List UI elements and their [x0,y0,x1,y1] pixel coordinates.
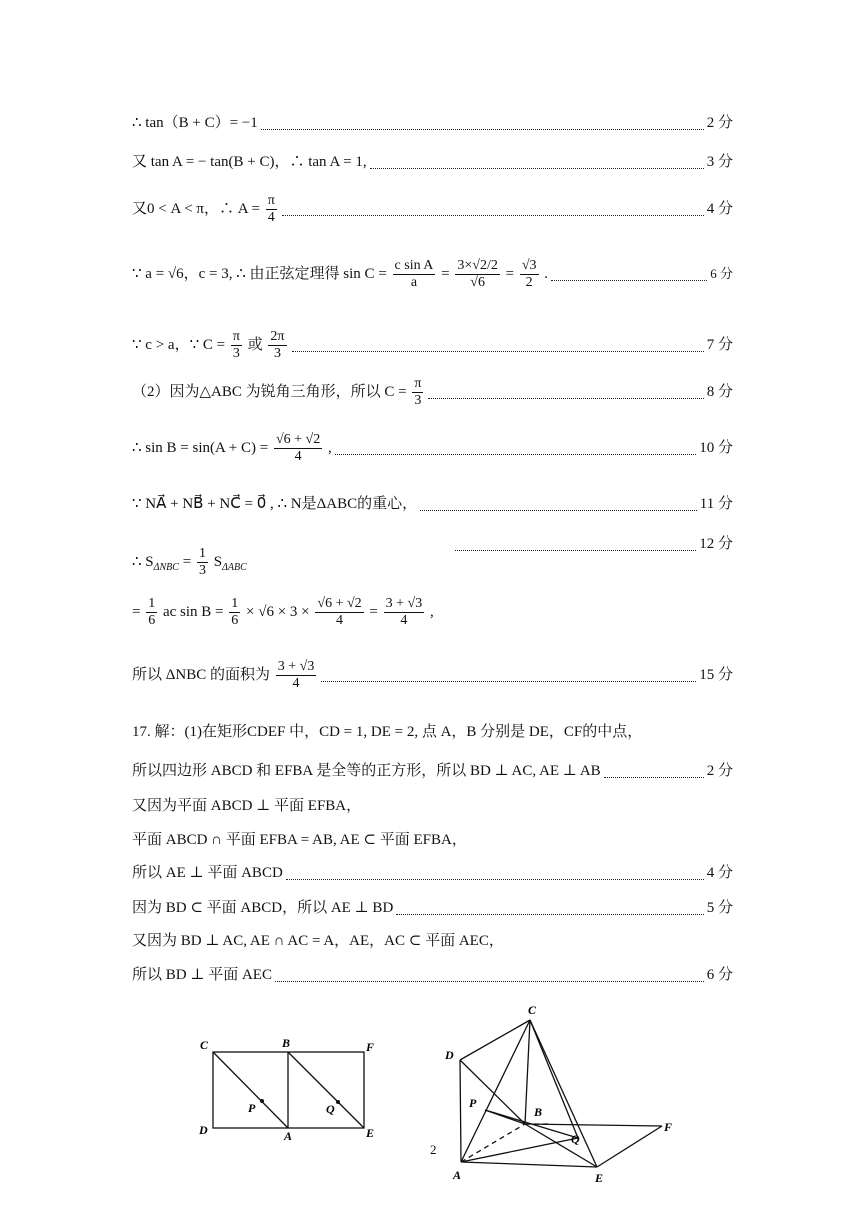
expr-pre: ∵ c > a，∵ C = [132,336,226,353]
solution-line-3 [132,192,733,226]
score-label: 8 分 [706,384,733,400]
equals: = [505,265,515,282]
line-text: ∵ NA⃗ + NB⃗ + NC⃗ = 0⃗ , ∴ N是ΔABC的重心， [132,496,418,512]
edge-db [460,1060,525,1124]
leader-dots [455,538,696,551]
solution-line-6 [132,374,733,410]
numerator: c sin A [394,257,434,273]
solution-line-4 [132,252,733,296]
label-c: C [200,1038,209,1052]
expr-pre: 所以 ΔNBC 的面积为 [132,666,270,683]
leader-dots [275,969,704,982]
solution-line-7 [132,428,733,468]
fraction [266,193,277,226]
edge-cb [525,1020,530,1124]
edge-pb [485,1110,525,1124]
label-d: D [445,1048,454,1062]
label-c: C [528,1003,537,1017]
edge-cd [460,1020,530,1060]
expr-pre: （2）因为△ABC 为锐角三角形，所以 C = [132,383,407,400]
fraction [393,258,436,291]
solution-line-20 [132,964,733,986]
solution-line-14 [132,760,733,782]
solution-line-10 [132,542,247,582]
line-text: 因为 BD ⊂ 平面 ABCD，所以 AE ⊥ BD [132,900,394,916]
edge-aq [461,1138,578,1162]
denominator: 3 [198,562,206,578]
subscript: ΔNBC [153,561,179,573]
score-label: 11 分 [699,496,733,512]
numerator: √6 + √2 [275,431,321,447]
solution-line-15 [132,795,733,817]
line-text: 所以 BD ⊥ 平面 AEC [132,967,272,983]
numerator: π [232,328,240,344]
fraction [315,596,363,629]
solution-line-17 [132,862,733,884]
score-label: 3 分 [706,154,733,170]
line-text: 17. 解：(1)在矩形CDEF 中，CD = 1, DE = 2, 点 A，B 分别是 DE，CF的中点， [132,724,643,740]
expr-part: × √6 × 3 × [246,603,310,620]
leader-dots [292,339,704,352]
score-label: 7 分 [706,337,733,353]
denominator: 3 [232,345,240,361]
leader-dots [604,765,704,778]
denominator: 6 [231,612,239,628]
expr-part: ac sin B = [162,603,224,620]
denominator: a [410,274,418,290]
label-d: D [199,1123,208,1137]
expr-post: , [429,603,434,620]
label-f: F [664,1120,673,1134]
edge-ef [597,1126,662,1167]
leader-dots [261,117,704,130]
numerator: 1 [148,595,156,611]
line-text: 平面 ABCD ∩ 平面 EFBA = AB, AE ⊂ 平面 EFBA， [132,832,467,848]
label-e: E [595,1171,604,1185]
line-text [132,432,332,465]
expr-part: = [369,603,378,620]
line-text: 又因为 BD ⊥ AC, AE ∩ AC = A，AE，AC ⊂ 平面 AEC， [132,933,504,949]
denominator: 3 [414,392,422,408]
numerator: √3 [521,257,537,273]
line-text: ∴ tan（B + C）= −1 [132,115,258,131]
score-label: 10 分 [699,440,733,456]
line-text: 所以四边形 ABCD 和 EFBA 是全等的正方形，所以 BD ⊥ AC, AE ⊥ AB [132,763,601,779]
leader-dots [396,902,703,915]
denominator: 3 [273,345,281,361]
fraction [146,596,157,629]
diagonal-ca [213,1052,288,1128]
rectangle-diagram [190,1030,390,1145]
line-text: 又 tan A = − tan(B + C)，∴ tan A = 1, [132,154,367,170]
label-e: E [366,1126,375,1140]
label-q: Q [326,1102,335,1116]
line-text [132,596,434,629]
expr-pre: = [132,603,141,620]
score-label: 2 分 [706,763,733,779]
line-text: 所以 AE ⊥ 平面 ABCD [132,865,283,881]
label-a: A [284,1129,293,1143]
score-label: 5 分 [706,900,733,916]
label-a: A [453,1168,462,1182]
denominator: 4 [292,675,300,691]
equals: = [441,265,450,282]
edge-be [525,1124,597,1167]
fraction [276,659,317,692]
numerator: 2π [270,328,285,344]
denominator: 4 [400,612,408,628]
solution-line-18 [132,897,733,919]
leader-dots [321,669,696,682]
solution-line-1 [132,112,733,134]
expr-pre: ∴ S [132,553,154,570]
score-label: 6 分 [706,967,733,983]
numerator: 3 + √3 [385,595,423,611]
solution-line-16 [132,829,733,851]
fraction [229,596,240,629]
fraction [231,329,242,362]
denominator: 2 [525,274,533,290]
edge-da [460,1060,461,1162]
expr-post: S [213,553,223,570]
expr-pre: ∴ sin B = sin(A + C) = [132,439,269,456]
page-number: 2 [430,1142,437,1157]
score-label: 4 分 [706,865,733,881]
numerator: π [267,192,275,208]
score-label: 15 分 [699,667,733,683]
score-label: 2 分 [706,115,733,131]
edge-ae [461,1162,597,1167]
solution-line-19 [132,930,733,952]
point-p [260,1099,264,1103]
equals: = [182,553,192,570]
numerator: π [414,375,422,391]
edge-ca [461,1020,530,1162]
solution-line-8 [132,493,733,515]
point-q [336,1100,340,1104]
fraction [197,546,208,579]
fraction [455,258,499,291]
edge-ce [530,1020,597,1167]
line-text [132,193,279,226]
expr-post: . [544,265,549,282]
label-f: F [366,1040,375,1054]
expr-pre: ∵ a = √6，c = 3, ∴ 由正弦定理得 sin C = [132,265,387,282]
diagonal-be [288,1052,364,1128]
label-p: P [248,1101,256,1115]
line-text [132,329,289,362]
conjunction: 或 [247,336,263,353]
fraction [384,596,425,629]
line-text [132,258,548,291]
numerator: 1 [198,545,206,561]
fraction [412,376,423,409]
denominator: 6 [148,612,156,628]
leader-dots [286,867,704,880]
line-text [132,546,247,579]
expr-pre: 又0 < A < π，∴ A = [132,200,260,217]
solution-line-11 [132,590,434,634]
numerator: √6 + √2 [317,595,362,611]
solution-line-12 [132,655,733,695]
score-label: 6 分 [710,266,733,281]
label-b: B [534,1105,543,1119]
solution-line-5 [132,327,733,363]
solution-line-2 [132,151,733,173]
subscript: ΔABC [222,561,247,573]
solution-line-9 [452,533,733,555]
score-label: 12 分 [699,536,733,552]
label-p: P [469,1096,477,1110]
denominator: 4 [294,448,302,464]
leader-dots [335,442,697,455]
label-b: B [282,1036,291,1050]
denominator: 4 [267,209,275,225]
fraction [520,258,539,291]
denominator: √6 [470,274,485,290]
line-text [132,659,318,692]
numerator: 1 [231,595,239,611]
fraction [274,432,322,465]
expr-post: , [327,439,332,456]
fraction [268,329,286,362]
leader-dots [420,498,697,511]
leader-dots [370,156,704,169]
line-text [132,376,425,409]
leader-dots [282,203,704,216]
leader-dots [428,386,703,399]
solution-line-13 [132,721,733,743]
leader-dots [551,268,707,281]
label-q: Q [571,1132,580,1146]
score-label: 4 分 [706,201,733,217]
folded-solid-diagram [440,1000,690,1190]
numerator: 3×√2/2 [457,257,498,273]
line-text: 又因为平面 ABCD ⊥ 平面 EFBA， [132,798,362,814]
denominator: 4 [336,612,344,628]
numerator: 3 + √3 [277,658,315,674]
edge-cq [530,1020,578,1138]
